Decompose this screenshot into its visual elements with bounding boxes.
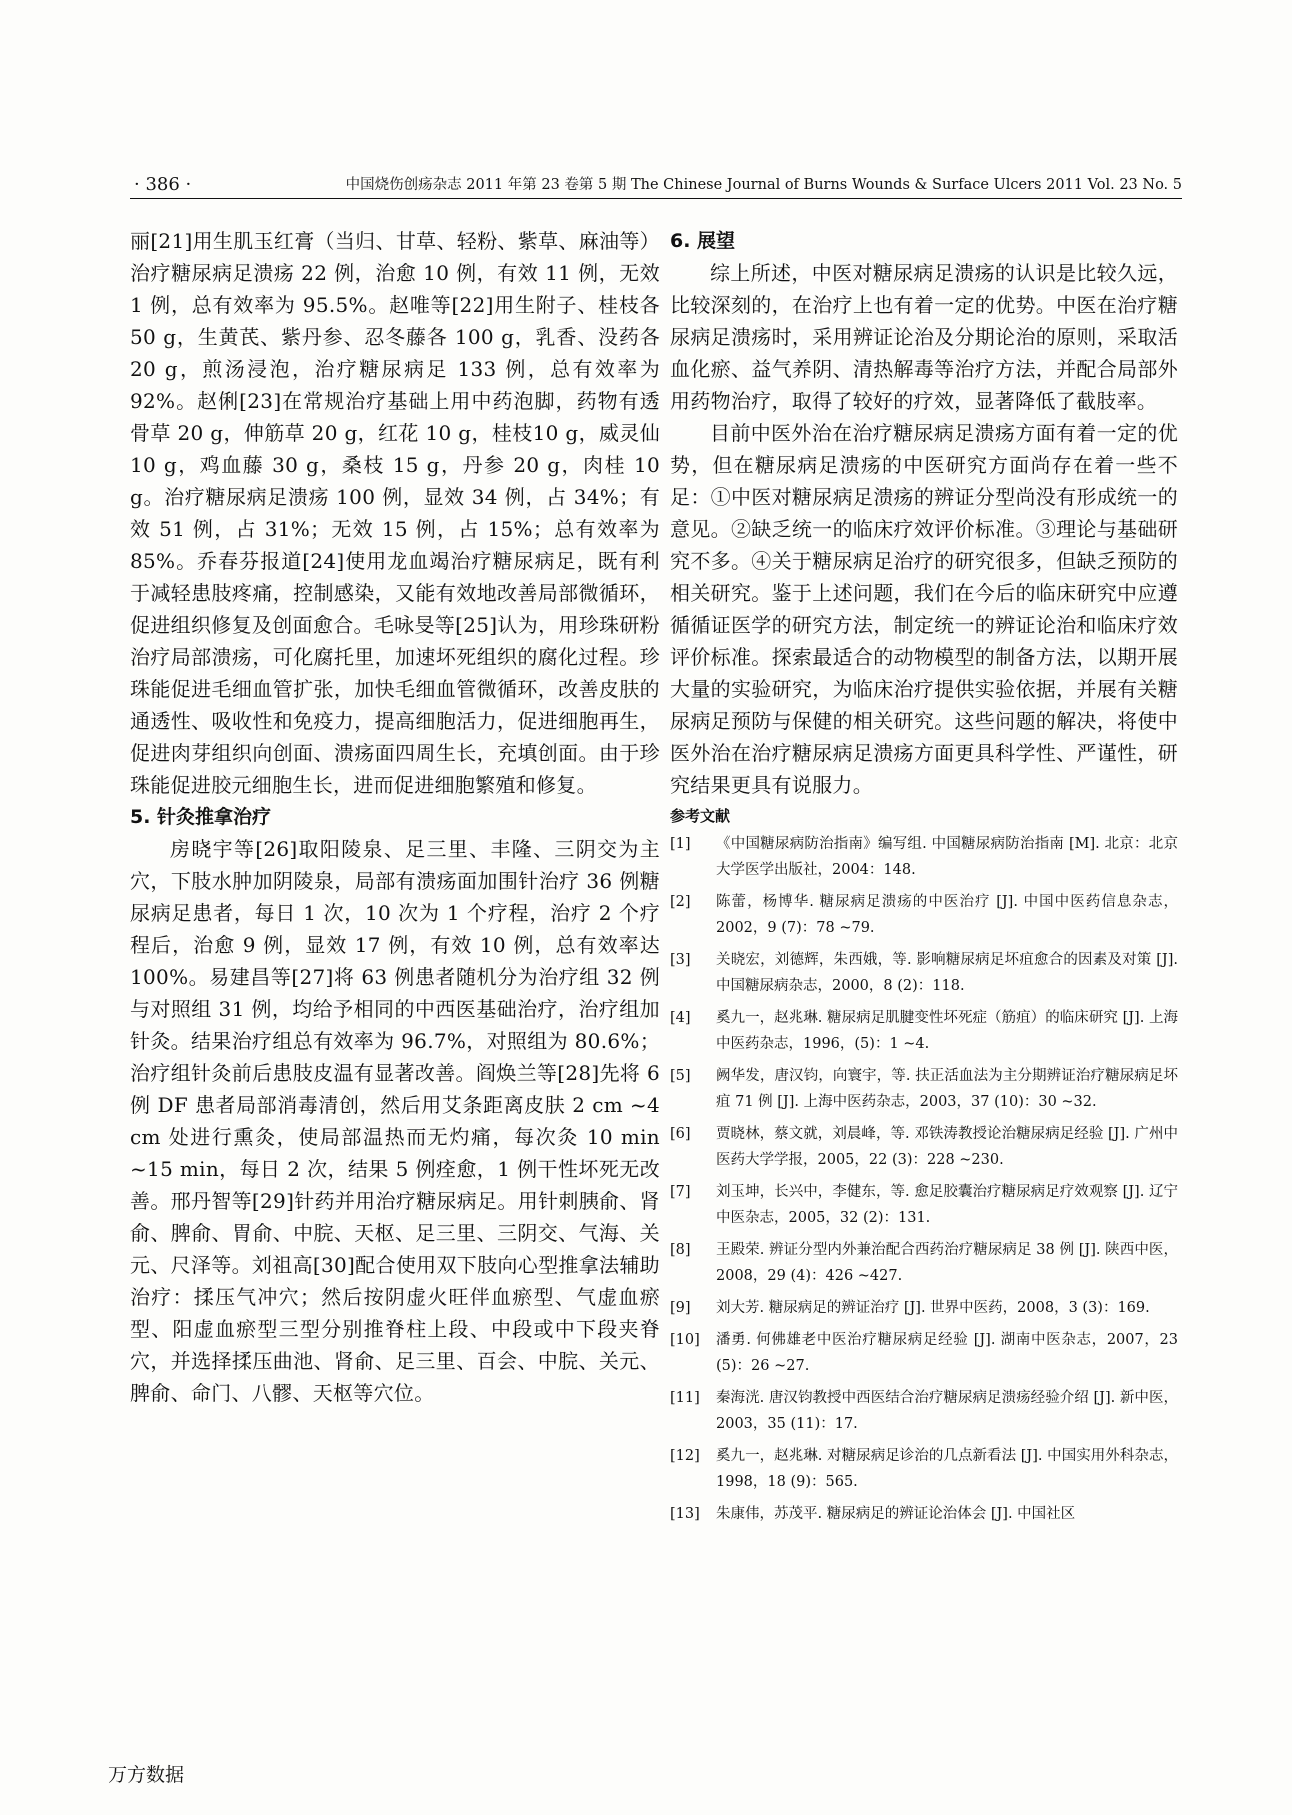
journal-title: 中国烧伤创疡杂志 2011 年第 23 卷第 5 期 The Chinese Journal of Burns Wounds & Surface Ulcers 2011 Vol. 23 No. 5: [345, 177, 1182, 193]
right-column: [670, 225, 1178, 1533]
reference-item: [670, 1385, 1178, 1437]
reference-number: [7]: [670, 1184, 691, 1200]
reference-number: [6]: [670, 1126, 691, 1142]
reference-item: [670, 1237, 1178, 1289]
reference-item: [670, 1121, 1178, 1173]
reference-number: [10]: [670, 1332, 700, 1348]
reference-item: [670, 1501, 1178, 1527]
reference-number: [8]: [670, 1242, 691, 1258]
reference-item: [670, 947, 1178, 999]
reference-item: [670, 1295, 1178, 1321]
left-column: [130, 225, 660, 1409]
body-paragraph: 丽[21]用生肌玉红膏（当归、甘草、轻粉、紫草、麻油等）治疗糖尿病足溃疡 22 例，治愈 10 例，有效 11 例，无效 1 例，总有效率为 95.5%。赵唯等[22]用生附子、桂枝各 50 g，生黄芪、紫丹参、忍冬藤各 100 g，乳香、没药各 20 g，煎汤浸泡，治疗糖尿病足 133 例，总有效率为 92%。赵俐[23]在常规治疗基础上用中药泡脚，药物有透骨草 20 g，伸筋草 20 g，红花 10 g，桂枝10 g，威灵仙 10 g，鸡血藤 30 g，桑枝 15 g，丹参 20 g，肉桂 10 g。治疗糖尿病足溃疡 100 例，显效 34 例，占 34%；有效 51 例，占 31%；无效 15 例，占 15%；总有效率为 85%。乔春芬报道[24]使用龙血竭治疗糖尿病足，既有利于减轻患肢疼痛，控制感染，又能有效地改善局部微循环，促进组织修复及创面愈合。毛咏旻等[25]认为，用珍珠研粉治疗局部溃疡，可化腐托里，加速坏死组织的腐化过程。珍珠能促进毛细血管扩张，加快毛细血管微循环，改善皮肤的通透性、吸收性和免疫力，提高细胞活力，促进细胞再生，促进肉芽组织向创面、溃疡面四周生长，充填创面。由于珍珠能促进胶元细胞生长，进而促进细胞繁殖和修复。: [130, 229, 660, 797]
reference-item: [670, 1179, 1178, 1231]
body-paragraph: 目前中医外治在治疗糖尿病足溃疡方面有着一定的优势，但在糖尿病足溃疡的中医研究方面尚存在着一些不足：①中医对糖尿病足溃疡的辨证分型尚没有形成统一的意见。②缺乏统一的临床疗效评价标准。③理论与基础研究不多。④关于糖尿病足治疗的研究很多，但缺乏预防的相关研究。鉴于上述问题，我们在今后的临床研究中应遵循循证医学的研究方法，制定统一的辨证论治和临床疗效评价标准。探索最适合的动物模型的制备方法，以期开展大量的实验研究，为临床治疗提供实验依据，并展有关糖尿病足预防与保健的相关研究。这些问题的解决，将使中医外治在治疗糖尿病足溃疡方面更具科学性、严谨性，研究结果更具有说服力。: [670, 421, 1178, 797]
reference-number: [2]: [670, 894, 691, 910]
reference-number: [9]: [670, 1300, 691, 1316]
reference-item: [670, 1327, 1178, 1379]
reference-text: 潘勇. 何佛雄老中医治疗糖尿病足经验 [J]. 湖南中医杂志，2007，23 (5)：26 ~27.: [716, 1332, 1178, 1374]
reference-text: 陈蕾，杨博华. 糖尿病足溃疡的中医治疗 [J]. 中国中医药信息杂志，2002，9 (7)：78 ~79.: [716, 894, 1178, 936]
reference-number: [4]: [670, 1010, 691, 1026]
reference-item: [670, 1063, 1178, 1115]
reference-number: [13]: [670, 1506, 700, 1522]
reference-number: [12]: [670, 1448, 700, 1464]
reference-number: [5]: [670, 1068, 691, 1084]
reference-text: 秦海洸. 唐汉钧教授中西医结合治疗糖尿病足溃疡经验介绍 [J]. 新中医，2003，35 (11)：17.: [716, 1390, 1178, 1432]
page-number: · 386 ·: [134, 174, 192, 195]
reference-text: 朱康伟，苏茂平. 糖尿病足的辨证论治体会 [J]. 中国社区: [716, 1506, 1076, 1522]
running-header: [130, 174, 1182, 199]
section-heading-5: 5. 针灸推拿治疗: [130, 806, 272, 828]
reference-text: 奚九一，赵兆琳. 糖尿病足肌腱变性坏死症（筋疽）的临床研究 [J]. 上海中医药杂志，1996，(5)：1 ~4.: [716, 1010, 1178, 1052]
reference-text: 奚九一，赵兆琳. 对糖尿病足诊治的几点新看法 [J]. 中国实用外科杂志，1998，18 (9)：565.: [716, 1448, 1178, 1490]
reference-number: [3]: [670, 952, 691, 968]
references-title: 参考文献: [670, 807, 731, 825]
reference-text: 刘玉坤，长兴中，李健东，等. 愈足胶囊治疗糖尿病足疗效观察 [J]. 辽宁中医杂志，2005，32 (2)：131.: [716, 1184, 1178, 1226]
section-heading-6: 6. 展望: [670, 230, 736, 252]
reference-list: [670, 831, 1178, 1527]
reference-item: [670, 889, 1178, 941]
body-paragraph: 综上所述，中医对糖尿病足溃疡的认识是比较久远，比较深刻的，在治疗上也有着一定的优势。中医在治疗糖尿病足溃疡时，采用辨证论治及分期论治的原则，采取活血化瘀、益气养阴、清热解毒等治疗方法，并配合局部外用药物治疗，取得了较好的疗效，显著降低了截肢率。: [670, 261, 1178, 413]
wanfang-watermark: 万方数据: [108, 1764, 185, 1786]
reference-text: 关晓宏，刘德辉，朱西娥，等. 影响糖尿病足坏疽愈合的因素及对策 [J]. 中国糖尿病杂志，2000，8 (2)：118.: [716, 952, 1178, 994]
reference-text: 贾晓林，蔡文就，刘晨峰，等. 邓铁涛教授论治糖尿病足经验 [J]. 广州中医药大学学报，2005，22 (3)：228 ~230.: [716, 1126, 1178, 1168]
reference-text: 阙华发，唐汉钧，向寰宇，等. 扶正活血法为主分期辨证治疗糖尿病足坏疽 71 例 [J]. 上海中医药杂志，2003，37 (10)：30 ~32.: [716, 1068, 1178, 1110]
reference-number: [11]: [670, 1390, 700, 1406]
reference-item: [670, 831, 1178, 883]
reference-text: 王殿荣. 辨证分型内外兼治配合西药治疗糖尿病足 38 例 [J]. 陕西中医，2008，29 (4)：426 ~427.: [716, 1242, 1178, 1284]
reference-item: [670, 1005, 1178, 1057]
reference-number: [1]: [670, 836, 691, 852]
reference-item: [670, 1443, 1178, 1495]
reference-text: 刘大芳. 糖尿病足的辨证治疗 [J]. 世界中医药，2008，3 (3)：169.: [716, 1300, 1150, 1316]
reference-text: 《中国糖尿病防治指南》编写组. 中国糖尿病防治指南 [M]. 北京：北京大学医学出版社，2004：148.: [716, 836, 1178, 878]
body-paragraph: 房晓宇等[26]取阳陵泉、足三里、丰隆、三阴交为主穴，下肢水肿加阴陵泉，局部有溃疡面加围针治疗 36 例糖尿病足患者，每日 1 次，10 次为 1 个疗程，治疗 2 个疗程后，治愈 9 例，显效 17 例，有效 10 例，总有效率达 100%。易建昌等[27]将 63 例患者随机分为治疗组 32 例与对照组 31 例，均给予相同的中西医基础治疗，治疗组加针灸。结果治疗组总有效率为 96.7%，对照组为 80.6%；治疗组针灸前后患肢皮温有显著改善。阎焕兰等[28]先将 6 例 DF 患者局部消毒清创，然后用艾条距离皮肤 2 cm ~4 cm 处进行熏灸，使局部温热而无灼痛，每次灸 10 min ~15 min，每日 2 次，结果 5 例痊愈，1 例干性坏死无改善。邢丹智等[29]针药并用治疗糖尿病足。用针刺胰俞、肾俞、脾俞、胃俞、中脘、天枢、足三里、三阴交、气海、关元、尺泽等。刘祖高[30]配合使用双下肢向心型推拿法辅助治疗：揉压气冲穴；然后按阴虚火旺伴血瘀型、气虚血瘀型、阳虚血瘀型三型分别推脊柱上段、中段或中下段夹脊穴，并选择揉压曲池、肾俞、足三里、百会、中脘、关元、脾俞、命门、八髎、天枢等穴位。: [130, 837, 660, 1405]
